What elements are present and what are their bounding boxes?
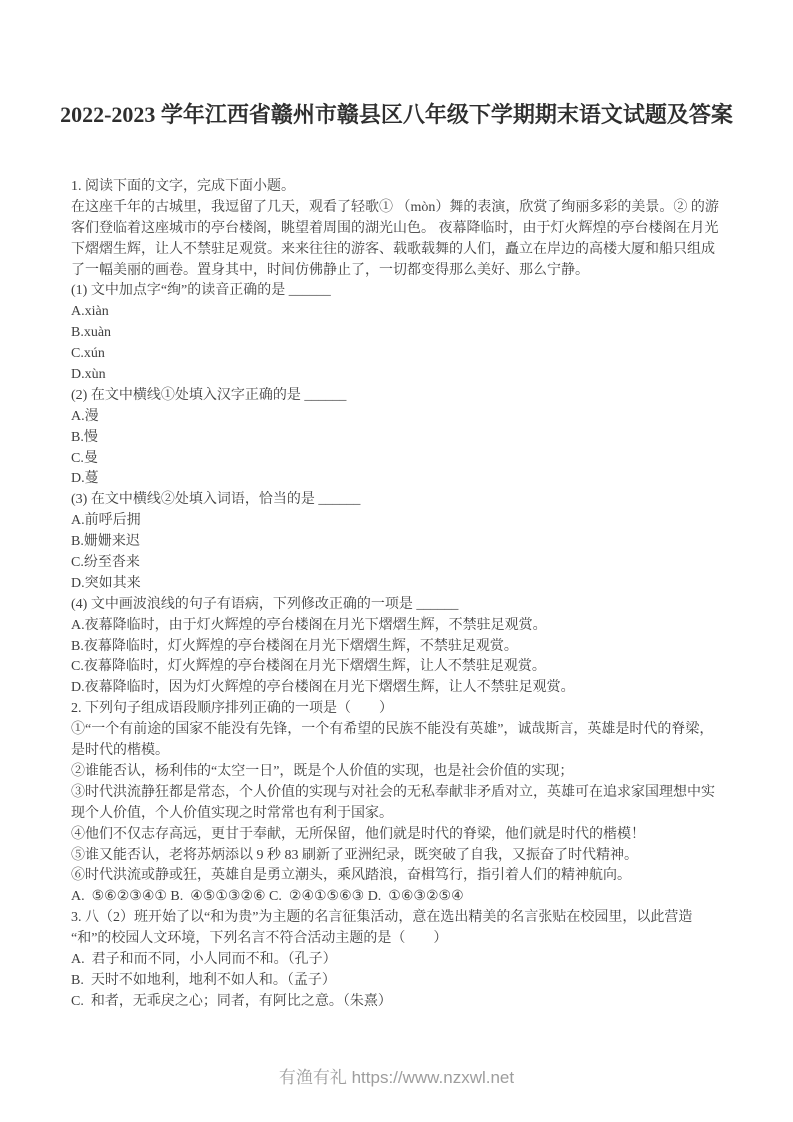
text-line: A.夜幕降临时，由于灯火辉煌的亭台楼阁在月光下熠熠生辉，不禁驻足观赏。 — [71, 617, 547, 633]
page-title: 2022-2023 学年江西省赣州市赣县区八年级下学期期末语文试题及答案 — [60, 102, 733, 127]
text-line: C.纷至沓来 — [71, 555, 140, 571]
text-line: ④他们不仅志存高远，更甘于奉献，无所保留，他们就是时代的脊梁，他们就是时代的楷模！ — [71, 826, 645, 842]
text-line: A.前呼后拥 — [71, 513, 141, 529]
text-line: A. ⑤⑥②③④① B. ④⑤①③②⑥ C. ②④①⑤⑥③ D. ①⑥③②⑤④ — [71, 889, 464, 905]
text-line: 2. 下列句子组成语段顺序排列正确的一项是（ ） — [71, 701, 393, 717]
text-line: A.漫 — [71, 408, 99, 424]
text-line: 现个人价值，个人价值实现之时常常也有利于国家。 — [71, 805, 393, 821]
text-line: (4) 文中画波浪线的句子有语病，下列修改正确的一项是 ______ — [71, 596, 459, 612]
text-line: 客们登临着这座城市的亭台楼阁，眺望着周围的湖光山色。 夜幕降临时，由于灯火辉煌的亭台楼阁在月光 — [71, 220, 719, 236]
text-line: ③时代洪流静狂都是常态，个人价值的实现与对社会的无私奉献非矛盾对立，英雄可在追求家国理想中实 — [71, 784, 715, 800]
text-line: (2) 在文中横线①处填入汉字正确的是 ______ — [71, 387, 347, 403]
text-line: (1) 文中加点字“绚”的读音正确的是 ______ — [71, 283, 331, 299]
text-line: B. 天时不如地利，地利不如人和。（孟子） — [71, 972, 336, 988]
text-line: D.夜幕降临时，因为灯火辉煌的亭台楼阁在月光下熠熠生辉，让人不禁驻足观赏。 — [71, 680, 575, 696]
text-line: B.姗姗来迟 — [71, 534, 140, 550]
text-line: D.突如其来 — [71, 575, 141, 591]
text-line: “和”的校园人文环境，下列名言不符合活动主题的是（ ） — [71, 931, 448, 947]
text-line: 3. 八（2）班开始了以“和为贵”为主题的名言征集活动，意在选出精美的名言张贴在校园里，以此营造 — [71, 910, 693, 926]
text-line: ①“一个有前途的国家不能没有先锋，一个有希望的民族不能没有英雄”，诚哉斯言，英雄是时代的脊梁， — [71, 722, 714, 738]
text-line: B.xuàn — [71, 325, 112, 341]
text-line: C.曼 — [71, 450, 98, 466]
footer-watermark: 有渔有礼 https://www.nzxwl.net — [278, 1068, 515, 1087]
text-line: B.夜幕降临时，灯火辉煌的亭台楼阁在月光下熠熠生辉，不禁驻足观赏。 — [71, 638, 518, 654]
text-line: 1. 阅读下面的文字，完成下面小题。 — [71, 179, 295, 194]
text-line: ⑤谁又能否认，老将苏炳添以 9 秒 83 刷新了亚洲纪录，既突破了自我，又振奋了时代精神。 — [71, 847, 638, 863]
text-line: D.xùn — [71, 367, 106, 383]
text-line: C. 和者，无乖戾之心；同者，有阿比之意。（朱熹） — [71, 993, 392, 1009]
text-line: 下熠熠生辉，让人不禁驻足观赏。来来往往的游客、载歌载舞的人们，矗立在岸边的高楼大厦和船只组成 — [71, 241, 715, 257]
text-line: A.xiàn — [71, 304, 109, 320]
text-line: 是时代的楷模。 — [71, 743, 169, 759]
text-line: ②谁能否认，杨利伟的“太空一日”，既是个人价值的实现，也是社会价值的实现； — [71, 763, 574, 779]
text-line: A. 君子和而不同，小人同而不和。（孔子） — [71, 951, 337, 967]
text-line: (3) 在文中横线②处填入词语，恰当的是 ______ — [71, 492, 361, 508]
text-line: B.慢 — [71, 429, 98, 445]
text-line: ⑥时代洪流或静或狂，英雄自是勇立潮头，乘风踏浪，奋楫笃行，指引着人们的精神航向。 — [71, 868, 631, 884]
document-body — [71, 177, 781, 1013]
text-line: 在这座千年的古城里，我逗留了几天，观看了轻歌① （mòn）舞的表演，欣赏了绚丽多彩的美景。② 的游 — [71, 199, 719, 215]
text-line: 了一幅美丽的画卷。置身其中，时间仿佛静止了，一切都变得那么美好、那么宁静。 — [71, 262, 589, 278]
text-line: D.蔓 — [71, 471, 99, 487]
text-line: C.夜幕降临时，灯火辉煌的亭台楼阁在月光下熠熠生辉，让人不禁驻足观赏。 — [71, 659, 546, 675]
text-line: C.xún — [71, 346, 105, 362]
